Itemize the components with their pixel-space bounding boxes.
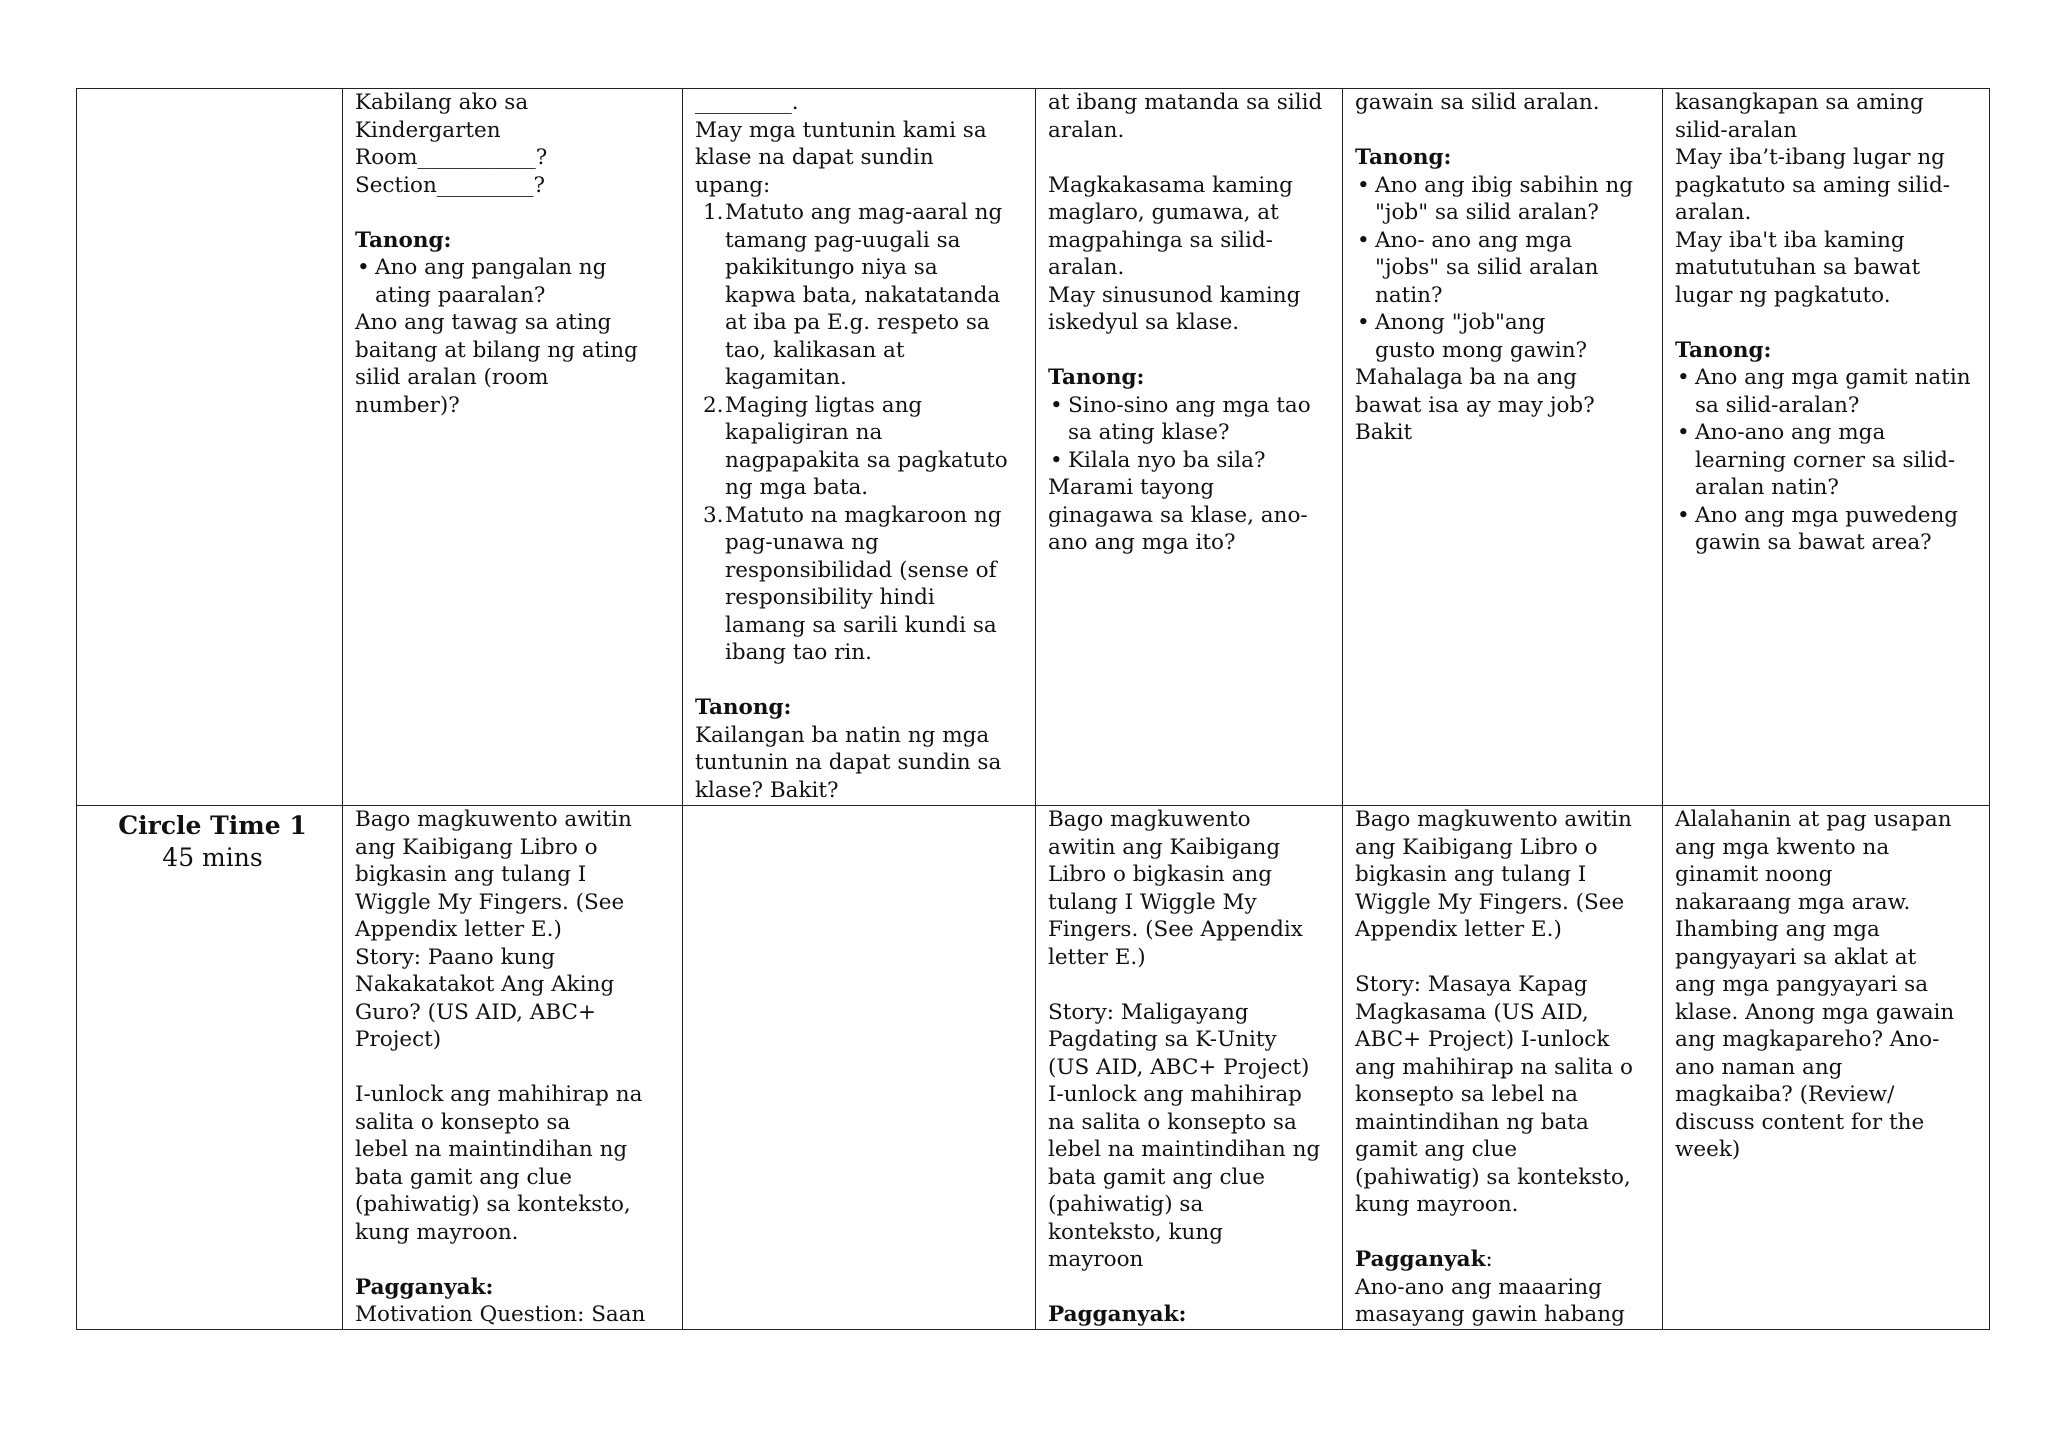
list-item: • Ano ang mga gamit natin sa silid-aralan? xyxy=(1675,364,1983,419)
text-line: gamit ang clue xyxy=(1355,1137,1518,1162)
activity-title: Circle Time 1 xyxy=(118,811,307,840)
text-line: baitang at bilang ng ating xyxy=(355,337,638,363)
text-line: Project) xyxy=(355,1027,442,1052)
text-line: ang Kaibigang Libro o xyxy=(355,834,598,860)
text-line: Fingers. (See Appendix xyxy=(1048,917,1303,942)
text-line: klase. Anong mga gawain xyxy=(1675,999,1955,1025)
text-line: (US AID, ABC+ Project) xyxy=(1048,1054,1310,1080)
text-line: (pahiwatig) sa xyxy=(1048,1192,1204,1217)
text-line: Mahalaga ba na ang xyxy=(1355,365,1577,390)
text-line: Kailangan ba natin ng mga xyxy=(695,722,990,748)
list-item: • Ano ang mga puwedeng gawin sa bawat area? xyxy=(1675,502,1983,557)
text-line: bigkasin ang tulang I xyxy=(355,862,587,887)
text-line: May sinusunod kaming xyxy=(1048,282,1301,308)
text-line: week) xyxy=(1675,1137,1741,1162)
text-line: konteksto, kung xyxy=(1048,1219,1223,1245)
table-cell xyxy=(1343,806,1663,1330)
section-heading: Pagganyak: xyxy=(355,1274,494,1300)
text-line: (pahiwatig) sa konteksto, xyxy=(1355,1164,1631,1190)
section-heading: Tanong: xyxy=(1355,145,1452,170)
list-item: 2. Maging ligtas ang kapaligiran na nagpapakita sa pagkatuto ng mga bata. xyxy=(703,392,1008,500)
text-line: na salita o konsepto sa xyxy=(1048,1109,1297,1135)
table-row xyxy=(77,89,1990,806)
numbered-list xyxy=(695,199,1029,667)
text-line: Libro o bigkasin ang xyxy=(1048,862,1273,887)
table-cell xyxy=(683,89,1036,806)
text-line: Section_________? xyxy=(355,172,546,198)
text-line: matututuhan sa bawat xyxy=(1675,255,1921,280)
text-line: I-unlock ang mahihirap xyxy=(1048,1082,1302,1107)
text-line: ABC+ Project) I-unlock xyxy=(1355,1027,1610,1052)
text-line: discuss content for the xyxy=(1675,1109,1925,1135)
text-line: pangyayari sa aklat at xyxy=(1675,944,1917,970)
text-line: Magkasama (US AID, xyxy=(1355,999,1589,1025)
text-line: Story: Paano kung xyxy=(355,944,556,970)
section-heading: Pagganyak: xyxy=(1048,1302,1187,1327)
text-line: ginagawa sa klase, ano- xyxy=(1048,502,1308,528)
list-item: • Kilala nyo ba sila? xyxy=(1048,447,1336,475)
section-heading: Tanong: xyxy=(695,695,792,720)
list-item: • Anong "job"ang gusto mong gawin? xyxy=(1355,309,1656,364)
text-line: Story: Masaya Kapag xyxy=(1355,972,1588,997)
text-line: Kindergarten xyxy=(355,117,501,143)
text-line: Marami tayong xyxy=(1048,475,1215,500)
table-cell xyxy=(1663,89,1990,806)
text-line: upang: xyxy=(695,172,771,198)
text-line: ginamit noong xyxy=(1675,862,1833,887)
text-line: tulang I Wiggle My xyxy=(1048,889,1257,915)
text-line: ano naman ang xyxy=(1675,1054,1843,1080)
bullet-list xyxy=(1355,172,1656,365)
section-heading: Tanong: xyxy=(1675,337,1772,363)
activity-duration: 45 mins xyxy=(162,843,263,872)
text-line: Bakit xyxy=(1355,420,1413,445)
text-line: tuntunin na dapat sundin sa xyxy=(695,750,1002,775)
text-line: bata gamit ang clue xyxy=(1048,1164,1265,1190)
table-cell xyxy=(343,89,683,806)
text-line: Appendix letter E.) xyxy=(1355,917,1562,942)
text-line: Ano ang tawag sa ating xyxy=(355,310,612,335)
text-line: magpahinga sa silid- xyxy=(1048,227,1273,253)
text-line: ang magkapareho? Ano- xyxy=(1675,1027,1940,1052)
text-line: silid-aralan xyxy=(1675,117,1798,143)
text-line: aralan. xyxy=(1675,200,1752,225)
text-line: letter E.) xyxy=(1048,944,1146,970)
list-item: • Ano-ano ang mga learning corner sa silid- aralan natin? xyxy=(1675,419,1983,502)
section-heading: Tanong: xyxy=(355,227,452,253)
text-line: pagkatuto sa aming silid- xyxy=(1675,172,1950,198)
text-line: ano ang mga ito? xyxy=(1048,530,1236,555)
text-line: maglaro, gumawa, at xyxy=(1048,200,1279,225)
text-line: Wiggle My Fingers. (See xyxy=(1355,889,1625,915)
text-line: ang mga kwento na xyxy=(1675,834,1890,860)
text-line: maintindihan ng bata xyxy=(1355,1109,1589,1135)
table-cell xyxy=(1036,89,1343,806)
text-line: Bago magkuwento awitin xyxy=(355,807,632,832)
text-line: number)? xyxy=(355,392,460,418)
text-line: konsepto sa lebel na xyxy=(1355,1082,1578,1107)
bullet-list xyxy=(1048,392,1336,475)
text-line: _________. xyxy=(695,90,799,115)
list-item: • Sino-sino ang mga tao sa ating klase? xyxy=(1048,392,1336,447)
text-line: Ano-ano ang maaaring xyxy=(1355,1274,1602,1300)
row-label-cell xyxy=(77,806,343,1330)
text-line: Pagganyak: xyxy=(1355,1247,1493,1272)
text-line: kung mayroon. xyxy=(1355,1192,1519,1217)
text-line: klase na dapat sundin xyxy=(695,145,934,170)
text-line: aralan. xyxy=(1048,117,1125,143)
text-line: salita o konsepto sa xyxy=(355,1109,571,1135)
lesson-plan-table xyxy=(76,88,1990,1330)
text-line: ang mga pangyayari sa xyxy=(1675,972,1929,997)
text-line: ang mahihirap na salita o xyxy=(1355,1054,1633,1080)
text-line: bata gamit ang clue xyxy=(355,1164,572,1190)
text-line: kung mayroon. xyxy=(355,1219,519,1245)
bullet-list xyxy=(1675,364,1983,557)
text-line: masayang gawin habang xyxy=(1355,1302,1625,1327)
text-line: bawat isa ay may job? xyxy=(1355,392,1595,418)
text-line: Bago magkuwento awitin xyxy=(1355,807,1632,832)
text-line: Bago magkuwento xyxy=(1048,807,1251,832)
text-line: Appendix letter E.) xyxy=(355,917,562,942)
list-item: • Ano ang ibig sabihin ng "job" sa silid aralan? xyxy=(1355,172,1656,227)
text-line: klase? Bakit? xyxy=(695,777,839,803)
table-row xyxy=(77,806,1990,1330)
text-line: Kabilang ako sa xyxy=(355,90,529,115)
text-line: Ihambing ang mga xyxy=(1675,917,1880,942)
text-line: Wiggle My Fingers. (See xyxy=(355,889,625,915)
text-line: lebel na maintindihan ng xyxy=(1048,1137,1321,1162)
text-line: nakaraang mga araw. xyxy=(1675,889,1911,915)
text-line: silid aralan (room xyxy=(355,365,549,390)
text-line: awitin ang Kaibigang xyxy=(1048,834,1281,860)
text-line: at ibang matanda sa silid xyxy=(1048,90,1323,115)
text-line: Nakakatakot Ang Aking xyxy=(355,972,615,997)
table-cell xyxy=(343,806,683,1330)
text-line: Story: Maligayang xyxy=(1048,999,1249,1025)
text-line: iskedyul sa klase. xyxy=(1048,310,1240,335)
text-line: aralan. xyxy=(1048,255,1125,280)
list-item: • Ano ang pangalan ng ating paaralan? xyxy=(355,254,676,309)
text-line: mayroon xyxy=(1048,1247,1144,1272)
text-line: May iba't iba kaming xyxy=(1675,227,1905,253)
text-line: kasangkapan sa aming xyxy=(1675,90,1924,115)
table-cell xyxy=(683,806,1036,1330)
table-cell xyxy=(1663,806,1990,1330)
bullet-list xyxy=(355,254,676,309)
text-line: I-unlock ang mahihirap na xyxy=(355,1082,643,1107)
text-line: Guro? (US AID, ABC+ xyxy=(355,999,597,1025)
table-cell xyxy=(1036,806,1343,1330)
text-line: May iba’t-ibang lugar ng xyxy=(1675,145,1945,170)
text-line: magkaiba? (Review/ xyxy=(1675,1082,1895,1107)
text-line: Room___________? xyxy=(355,145,548,170)
list-item: 1. Matuto ang mag-aaral ng tamang pag-uugali sa pakikitungo niya sa kapwa bata, nakatatanda at iba pa E.g. respeto sa tao, kalikasan at kagamitan. xyxy=(703,200,1003,390)
table-cell xyxy=(1343,89,1663,806)
row-label-cell xyxy=(77,89,343,806)
text-line: bigkasin ang tulang I xyxy=(1355,862,1587,887)
text-line: lebel na maintindihan ng xyxy=(355,1137,628,1162)
text-line: May mga tuntunin kami sa xyxy=(695,117,987,143)
text-line: ang Kaibigang Libro o xyxy=(1355,834,1598,860)
text-line: Magkakasama kaming xyxy=(1048,172,1293,198)
text-line: Pagdating sa K-Unity xyxy=(1048,1027,1277,1052)
text-line: (pahiwatig) sa konteksto, xyxy=(355,1192,631,1217)
section-heading: Tanong: xyxy=(1048,365,1145,390)
text-line: Motivation Question: Saan xyxy=(355,1302,646,1327)
text-line: Alalahanin at pag usapan xyxy=(1675,807,1952,832)
text-line: lugar ng pagkatuto. xyxy=(1675,282,1891,308)
text-line: gawain sa silid aralan. xyxy=(1355,90,1600,115)
list-item: 3. Matuto na magkaroon ng pag-unawa ng responsibilidad (sense of responsibility hindi lamang sa sarili kundi sa ibang tao rin. xyxy=(703,502,1002,665)
list-item: • Ano- ano ang mga "jobs" sa silid aralan natin? xyxy=(1355,227,1656,310)
